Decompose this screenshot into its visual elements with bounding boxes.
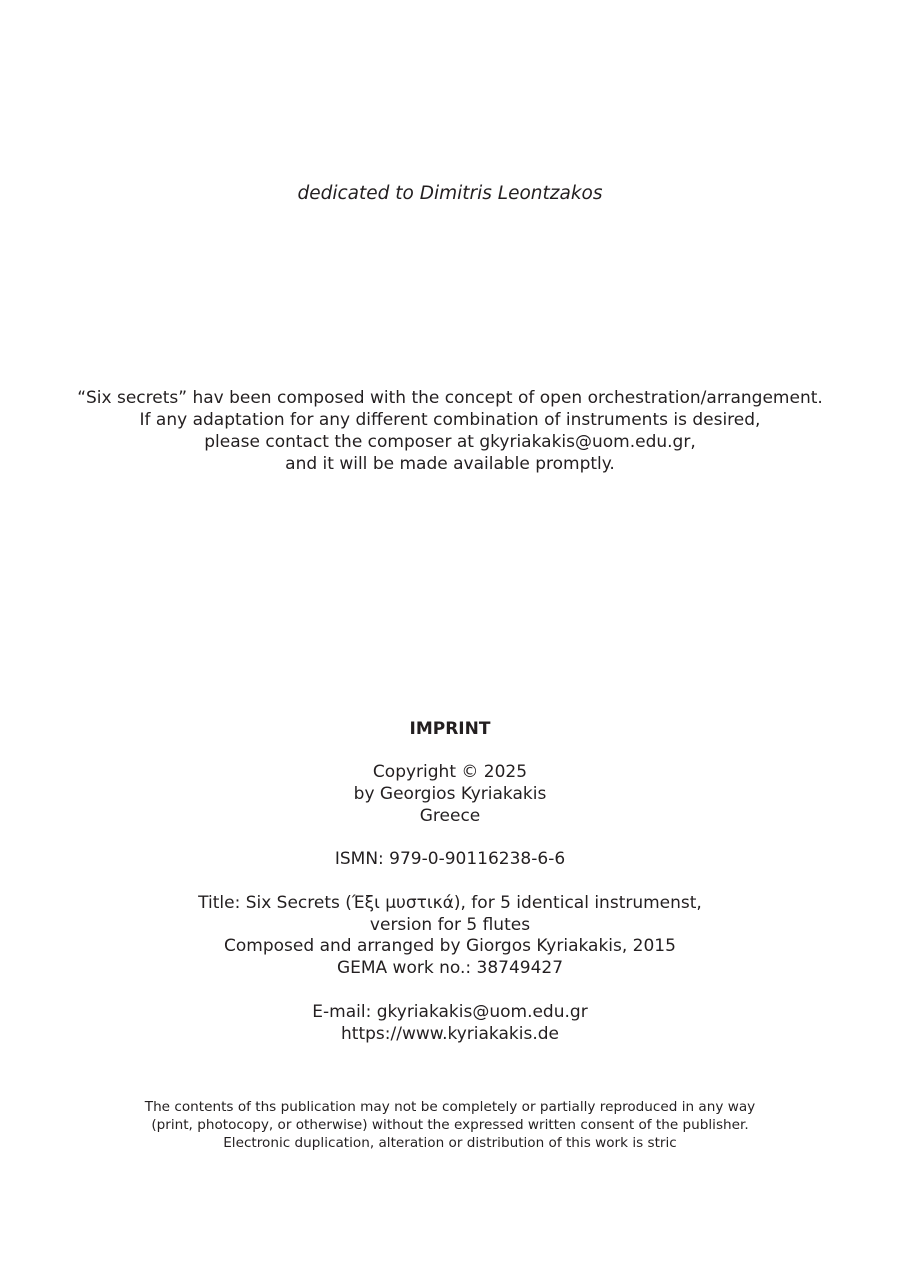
legal-notice-line: The contents of ths publication may not be completely or partially reproduced in any way — [144, 1099, 756, 1115]
concept-note-line: please contact the composer at gkyriakakis@uom.edu.gr, — [204, 432, 696, 452]
composed-line: Composed and arranged by Giorgos Kyriakakis, 2015 — [224, 936, 676, 956]
legal-notice-line: (print, photocopy, or otherwise) without the expressed written consent of the publisher. — [151, 1117, 749, 1133]
country-line: Greece — [419, 806, 481, 826]
imprint-heading: IMPRINT — [409, 719, 491, 739]
dedication: dedicated to Dimitris Leontzakos — [297, 183, 603, 204]
ismn-line: ISMN: 979-0-90116238-6-6 — [334, 849, 566, 869]
copyright-line: Copyright © 2025 — [372, 762, 528, 782]
legal-notice-line: Electronic duplication, alteration or distribution of this work is stric — [223, 1135, 677, 1151]
gema-line: GEMA work no.: 38749427 — [336, 958, 564, 978]
concept-note-line: and it will be made available promptly. — [285, 454, 615, 474]
website-link[interactable]: https://www.kyriakakis.de — [341, 1024, 559, 1044]
concept-note-line: If any adaptation for any different combination of instruments is desired, — [139, 410, 761, 430]
author-line: by Georgios Kyriakakis — [353, 784, 547, 804]
title-version-line: version for 5 flutes — [369, 915, 531, 935]
email-line[interactable]: E-mail: gkyriakakis@uom.edu.gr — [312, 1002, 588, 1022]
concept-note-line: “Six secrets” hav been composed with the concept of open orchestration/arrangement. — [77, 388, 823, 408]
title-line: Title: Six Secrets (Έξι μυστικά), for 5 identical instrumenst, — [198, 893, 702, 913]
